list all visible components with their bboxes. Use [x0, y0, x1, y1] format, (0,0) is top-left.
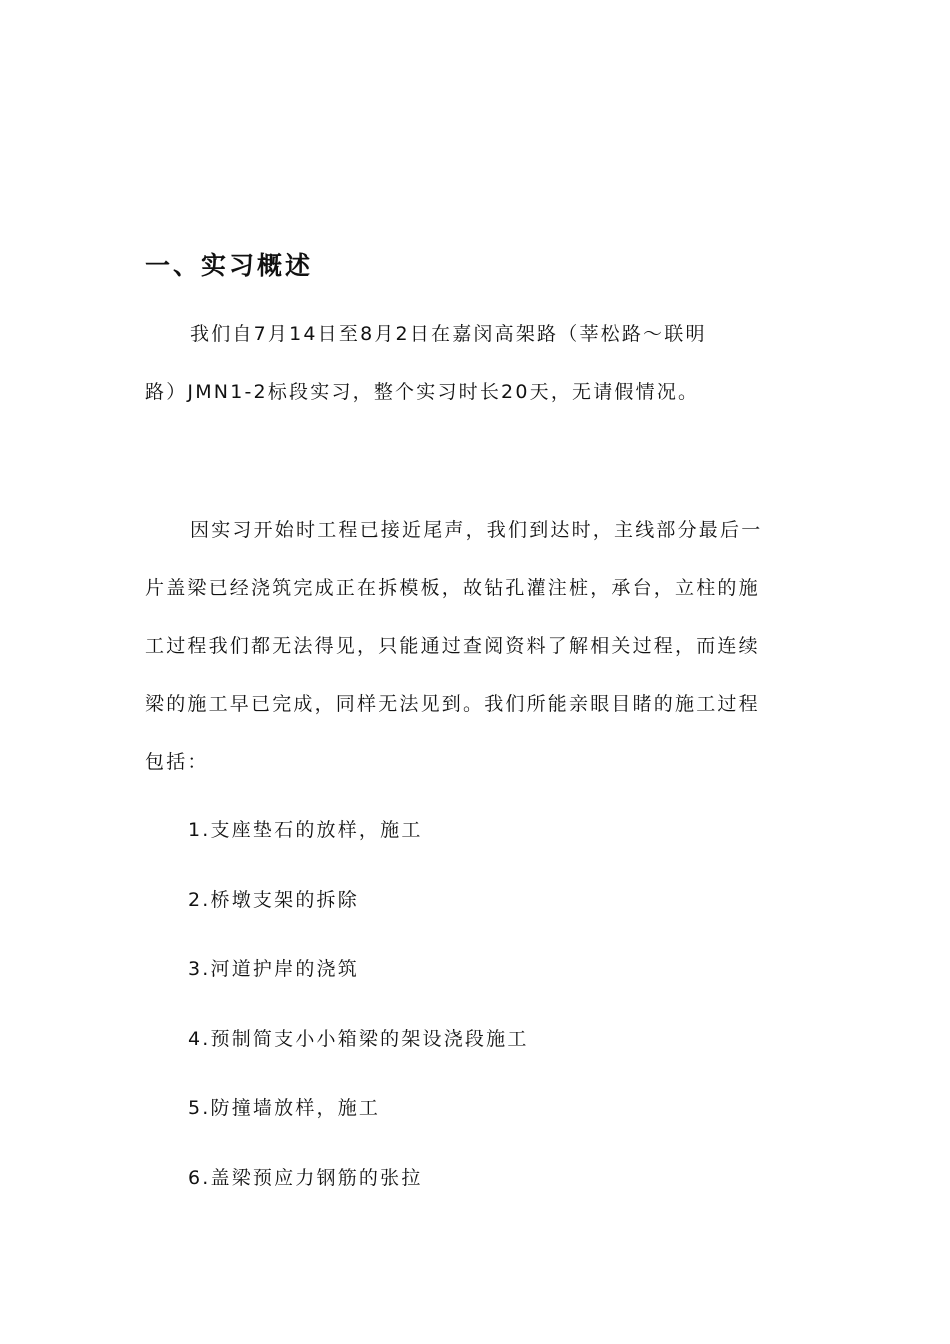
list-item: 2.桥墩支架的拆除: [188, 888, 359, 911]
paragraph-line: 工过程我们都无法得见，只能通过查阅资料了解相关过程，而连续: [145, 635, 760, 657]
list-item: 5.防撞墙放样，施工: [188, 1097, 381, 1120]
paragraph-construction-status: [145, 501, 805, 791]
paragraph-line: 梁的施工早已完成，同样无法见到。我们所能亲眼目睹的施工过程: [145, 693, 760, 715]
paragraph-internship-period: [145, 305, 805, 421]
paragraph-line: 因实习开始时工程已接近尾声，我们到达时，主线部分最后一: [190, 519, 763, 541]
list-item: 6.盖梁预应力钢筋的张拉: [188, 1166, 423, 1189]
paragraph-line: 我们自7月14日至8月2日在嘉闵高架路（莘松路～联明: [190, 323, 707, 345]
list-item: 1.支座垫石的放样，施工: [188, 819, 423, 841]
paragraph-line: 包括：: [145, 751, 209, 773]
list-item: 4.预制简支小小箱梁的架设浇段施工: [188, 1027, 529, 1050]
construction-process-list: [188, 804, 529, 1222]
paragraph-line: 片盖梁已经浇筑完成正在拆模板，故钻孔灌注桩，承台，立柱的施: [145, 577, 760, 599]
section-heading: 一、实习概述: [145, 251, 314, 280]
list-item: 3.河道护岸的浇筑: [188, 958, 359, 981]
paragraph-line: 路）JMN1-2标段实习，整个实习时长20天，无请假情况。: [145, 381, 700, 403]
